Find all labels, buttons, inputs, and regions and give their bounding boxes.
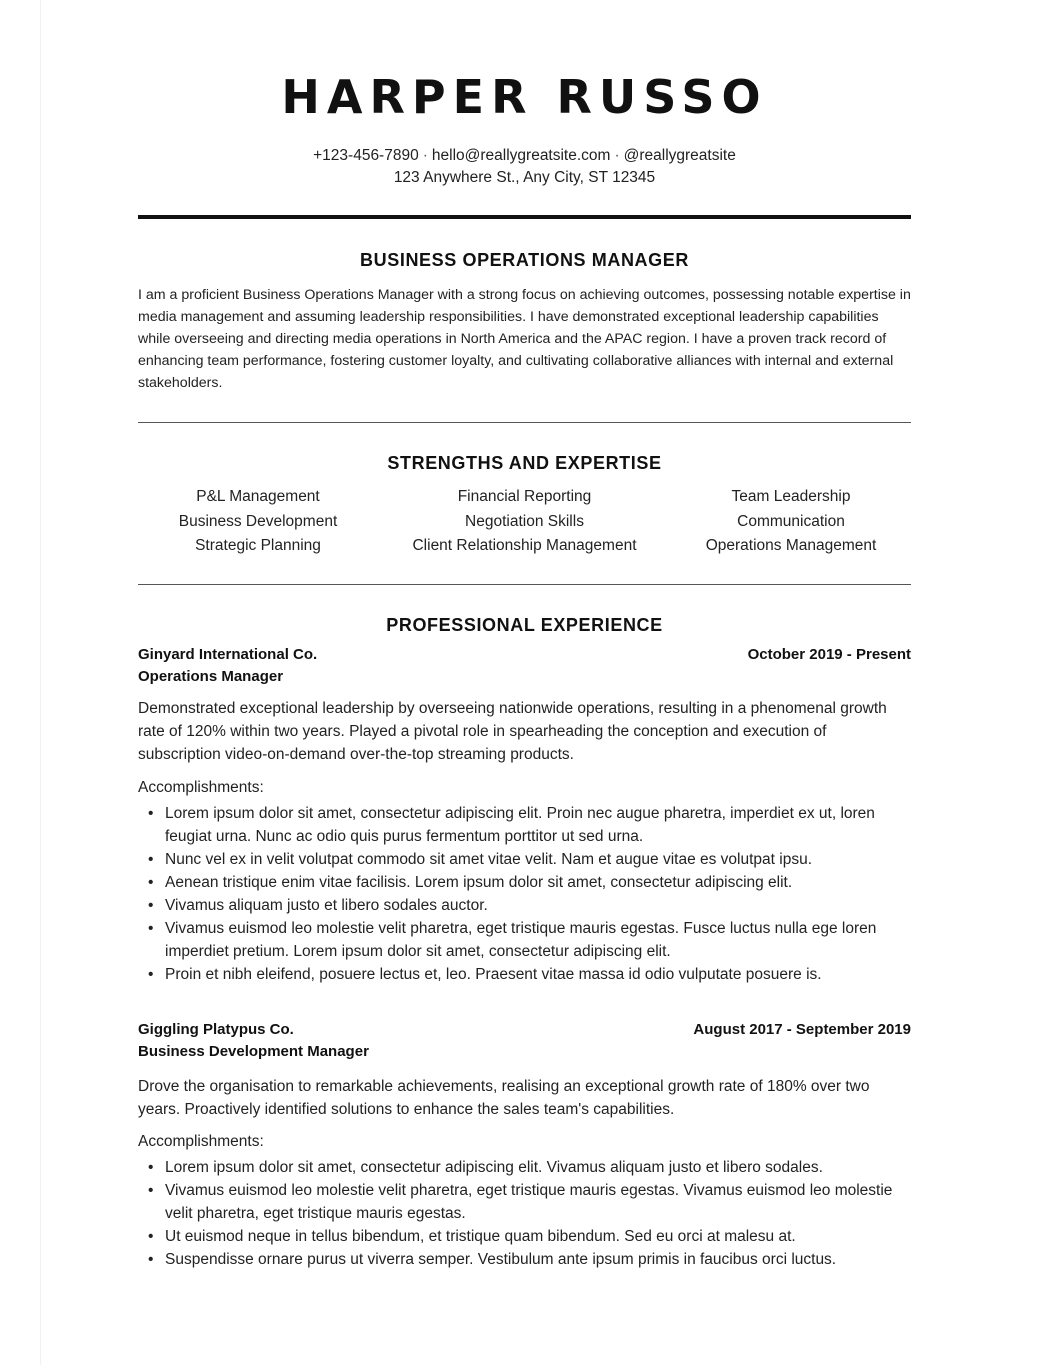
list-item (138, 848, 911, 871)
accomplishment-text: Suspendisse ornare purus ut viverra semper. Vestibulum ante ipsum primis in faucibus orci luctus. (165, 1251, 837, 1268)
bullet-icon: • (148, 1251, 154, 1268)
skill-item: Operations Management (705, 537, 877, 554)
list-item (138, 963, 911, 986)
job-description: Demonstrated exceptional leadership by overseeing nationwide operations, resulting in a phenomenal growth rate of 120% within two years. Played a pivotal role in spearheading the conception and execution of subscription video-on-demand over-the-top streaming products. (138, 700, 887, 763)
page-edge (40, 0, 41, 1365)
list-item (138, 1179, 911, 1225)
list-item (138, 871, 911, 894)
summary-title: BUSINESS OPERATIONS MANAGER (360, 250, 689, 270)
accomplishment-text: Vivamus euismod leo molestie velit pharetra, eget tristique mauris egestas. Vivamus euismod leo molestie velit pharetra, eget tristique mauris egestas. (165, 1182, 893, 1222)
contact-line (138, 145, 911, 167)
bullet-icon: • (148, 874, 154, 891)
skill-item: P&L Management (196, 488, 320, 505)
job-role: Business Development Manager (138, 1043, 369, 1060)
accomplishments-list (138, 802, 911, 986)
skill-item: Financial Reporting (457, 488, 592, 505)
bullet-icon: • (148, 851, 154, 868)
skill-item: Business Development (178, 512, 338, 530)
contact-separator: · (614, 147, 620, 164)
job-role: Operations Manager (138, 668, 284, 685)
list-item (138, 802, 911, 848)
bullet-icon: • (148, 897, 154, 914)
strengths-title: STRENGTHS AND EXPERTISE (387, 453, 662, 473)
list-item (138, 917, 911, 963)
header-divider (138, 215, 911, 219)
accomplishment-text: Nunc vel ex in velit volutpat commodo sit amet vitae velit. Nam et augue vitae es volutpat ipsu. (165, 851, 813, 868)
job-description: Drove the organisation to remarkable achievements, realising an exceptional growth rate of 180% over two years. Proactively identified solutions to enhance the sales team's capabilities. (138, 1078, 870, 1118)
bullet-icon: • (148, 805, 154, 822)
list-item (138, 1248, 911, 1271)
accomplishment-text: Vivamus euismod leo molestie velit pharetra, eget tristique mauris egestas. Fusce luctus nulla ege loren imperdiet pretium. Lorem ipsum dolor sit amet, consectetur adipiscing elit. (165, 920, 877, 960)
accomplishment-text: Ut euismod neque in tellus bibendum, et tristique quam bibendum. Sed eu orci at malesu at. (165, 1228, 796, 1245)
contact-block (138, 145, 911, 189)
skill-item: Communication (737, 512, 845, 530)
bullet-icon: • (148, 1228, 154, 1245)
postal-address: 123 Anywhere St., Any City, ST 12345 (393, 169, 656, 186)
skill-item: Strategic Planning (195, 537, 321, 554)
accomplishments-label: Accomplishments: (138, 779, 264, 796)
phone-number: +123-456-7890 (313, 147, 419, 164)
contact-separator: · (422, 147, 428, 164)
accomplishments-label: Accomplishments: (138, 1133, 264, 1150)
candidate-name: HARPER RUSSO (281, 70, 768, 124)
bullet-icon: • (148, 966, 154, 983)
summary-text: I am a proficient Business Operations Manager with a strong focus on achieving outcomes, possessing notable expertise in media management and assuming leadership responsibilities. I have demonstrated exceptional leadership capabilities while overseeing and directing media operations in North America and the APAC region. I have a proven track record of enhancing team performance, fostering customer loyalty, and cultivating collaborative alliances with internal and external stakeholders. (138, 287, 911, 391)
section-divider (138, 584, 911, 585)
job-dates: October 2019 - Present (747, 646, 911, 663)
accomplishment-text: Lorem ipsum dolor sit amet, consectetur adipiscing elit. Vivamus aliquam justo et libero sodales. (165, 1159, 823, 1176)
skill-item: Client Relationship Management (412, 537, 637, 554)
email-address: hello@reallygreatsite.com (431, 147, 611, 164)
list-item (138, 1156, 911, 1179)
accomplishment-text: Proin et nibh eleifend, posuere lectus et, leo. Praesent vitae massa id odio vulputate posuere is. (165, 966, 822, 983)
bullet-icon: • (148, 920, 154, 937)
job-company: Ginyard International Co. (138, 646, 318, 663)
list-item (138, 1225, 911, 1248)
experience-title: PROFESSIONAL EXPERIENCE (386, 615, 663, 635)
skill-item: Team Leadership (731, 488, 851, 505)
job-dates: August 2017 - September 2019 (693, 1021, 911, 1038)
list-item (138, 894, 911, 917)
skills-grid (138, 485, 911, 559)
social-handle: @reallygreatsite (623, 147, 736, 164)
bullet-icon: • (148, 1159, 154, 1176)
accomplishment-text: Vivamus aliquam justo et libero sodales auctor. (165, 897, 488, 914)
accomplishment-text: Aenean tristique enim vitae facilisis. Lorem ipsum dolor sit amet, consectetur adipiscing elit. (165, 874, 793, 891)
skill-item: Negotiation Skills (465, 512, 584, 530)
accomplishment-text: Lorem ipsum dolor sit amet, consectetur adipiscing elit. Proin nec augue pharetra, imperdiet ex ut, loren feugiat urna. Nunc ac odio quis purus fermentum porttitor ut sed urna. (165, 805, 875, 845)
bullet-icon: • (148, 1182, 154, 1199)
accomplishments-list (138, 1156, 911, 1271)
section-divider (138, 422, 911, 423)
job-company: Giggling Platypus Co. (138, 1021, 294, 1038)
